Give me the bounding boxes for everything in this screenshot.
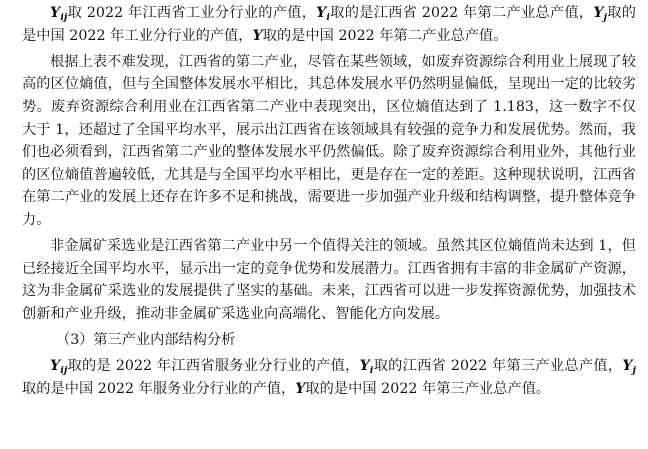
analysis-nonmetal-mining: 非金属矿采选业是江西省第二产业中另一个值得关注的领域。虽然其区位熵值尚未达到 1，但已经接近全国平均水平，显示出一定的竞争优势和发展潜力。江西省拥有丰富的非金属矿产资源，这为非金属矿采选业的发展提供了坚实的基础。未来，江西省可以进一步发挥资源优势，加强技术创新和产业升级，推动非金属矿采选业向高端化、智能化方向发展。 bbox=[22, 238, 636, 322]
var-y-j: $Y_j$ bbox=[622, 358, 636, 377]
var-y-ij: $Y_{ij}$ bbox=[50, 5, 68, 23]
var-y-i: $Y_i$ bbox=[316, 5, 331, 23]
var-y-i: $Y_i$ bbox=[359, 358, 374, 377]
variable-definition-secondary: $Y_{ij}$取 2022 年江西省工业分行业的产值，$Y_i$取的是江西省 2022 年第二产业总产值，$Y_j$取的是中国 2022 年工业分行业的产值，Y取的是中国 2022 年第二产业总产值。 bbox=[22, 5, 636, 44]
var-y-ij: $Y_{ij}$ bbox=[50, 358, 68, 377]
variable-definition-tertiary: $Y_{ij}$取的是 2022 年江西省服务业分行业的产值，$Y_i$取的江西省 2022 年第三产业总产值，$Y_j$取的是中国 2022 年服务业分行业的产值，Y取的是中国 2022 年第三产业总产值。 bbox=[22, 358, 636, 398]
analysis-secondary-industry: 根据上表不难发现，江西省的第二产业，尽管在某些领域，如废弃资源综合利用业上展现了较高的区位熵值，但与全国整体发展水平相比，其总体发展水平仍然明显偏低，呈现出一定的比较劣势。废弃资源综合利用业在江西省第二产业中表现突出，区位熵值达到了 1.183，这一数字不仅大于 1，还超过了全国平均水平，展示出江西省在该领域具有较强的竞争力和发展优势。然而，我们也必须看到，江西省第二产业的整体发展水平仍然偏低。除了废弃资源综合利用业外，其他行业的区位熵值普遍较低，尤其是与全国平均水平相比，更是存在一定的差距。这种现状说明，江西省在第二产业的发展上还存在许多不足和挑战，需要进一步加强产业升级和结构调整，提升整体竞争力。 bbox=[22, 53, 636, 228]
var-y: Y bbox=[252, 27, 263, 44]
var-y-j: $Y_j$ bbox=[593, 5, 608, 23]
var-y: Y bbox=[295, 381, 306, 398]
section-heading-tertiary: （3）第三产业内部结构分析 bbox=[56, 332, 236, 349]
